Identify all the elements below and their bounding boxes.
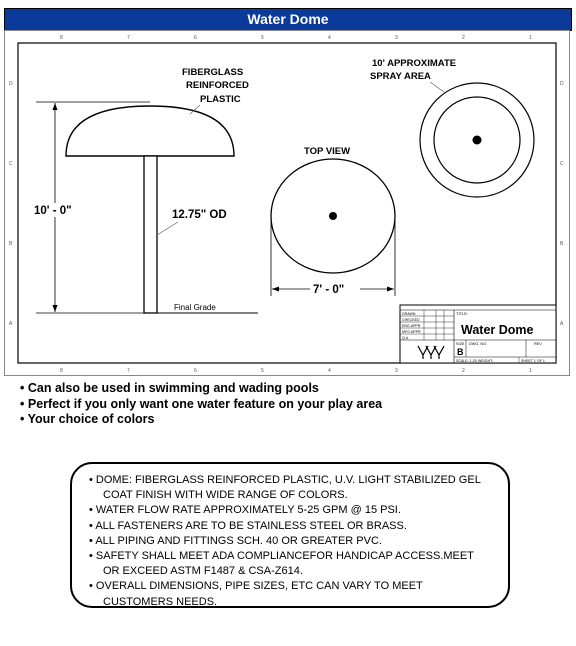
spec-item: • WATER FLOW RATE APPROXIMATELY 5-25 GPM @ 15 PSI. [89, 504, 401, 517]
title-block-row-qa: Q.A. [402, 336, 410, 340]
dome-label-line-3: PLASTIC [200, 94, 241, 105]
dome-label-line-2: REINFORCED [186, 80, 249, 91]
spec-item: • DOME: FIBERGLASS REINFORCED PLASTIC, U.V. LIGHT STABILIZED GEL COAT FINISH WITH WIDE RANGE OF COLORS. [89, 474, 481, 502]
feature-item: • Perfect if you only want one water feature on your play area [20, 396, 383, 411]
zone-row-left-d: D [9, 81, 13, 87]
zone-row-left-a: A [9, 321, 13, 327]
spec-item: • ALL FASTENERS ARE TO BE STAINLESS STEEL OR BRASS. [89, 519, 407, 532]
zone-col-top-3: 3 [395, 35, 398, 41]
zone-col-top-5: 5 [261, 35, 264, 41]
title-block-title: Water Dome [461, 323, 534, 337]
technical-drawing [4, 30, 570, 376]
zone-col-top-1: 1 [529, 35, 532, 41]
spray-center-dot [473, 136, 482, 145]
title-block-row-drawn: DRAWN [402, 312, 416, 316]
title-block-row-mfg: MFG APPR [402, 330, 421, 334]
spec-item: • SAFETY SHALL MEET ADA COMPLIANCEFOR HANDICAP ACCESS.MEET OR EXCEED ASTM F1487 & CSA-Z614. [89, 550, 474, 578]
feature-item: • Can also be used in swimming and wading pools [20, 381, 319, 395]
spray-area-label-line-1: 10' APPROXIMATE [372, 58, 457, 69]
pipe-od-label: 12.75" OD [172, 209, 227, 221]
zone-col-bottom-1: 1 [529, 368, 532, 374]
page-title: Water Dome [4, 8, 572, 31]
zone-col-bottom-4: 4 [328, 368, 331, 374]
feature-text: Your choice of colors [27, 412, 155, 426]
zone-col-bottom-5: 5 [261, 368, 264, 374]
zone-col-top-4: 4 [328, 35, 331, 41]
zone-col-top-6: 6 [194, 35, 197, 41]
title-block-scale: SCALE: 1:20 [456, 359, 477, 363]
feature-list [20, 381, 560, 428]
zone-row-left-c: C [9, 161, 13, 167]
width-dimension-label: 7' - 0" [313, 284, 345, 296]
zone-col-bottom-8: 8 [60, 368, 63, 374]
title-block-size: B [457, 347, 464, 357]
zone-row-right-d: D [560, 81, 564, 87]
feature-text: Can also be used in swimming and wading pools [27, 381, 319, 395]
title-block [400, 305, 556, 363]
final-grade-label: Final Grade [174, 303, 216, 312]
top-view-label: TOP VIEW [304, 146, 351, 157]
zone-col-bottom-6: 6 [194, 368, 197, 374]
zone-col-bottom-7: 7 [127, 368, 130, 374]
height-dimension-label: 10' - 0" [34, 205, 72, 217]
spec-item: • OVERALL DIMENSIONS, PIPE SIZES, ETC CAN VARY TO MEET CUSTOMERS NEEDS. [89, 580, 423, 608]
dome-label-line-1: FIBERGLASS [182, 67, 244, 78]
zone-col-bottom-3: 3 [395, 368, 398, 374]
support-pipe [144, 156, 157, 313]
zone-row-left-b: B [9, 241, 13, 247]
zone-row-right-b: B [560, 241, 564, 247]
zone-col-top-8: 8 [60, 35, 63, 41]
zone-col-top-7: 7 [127, 35, 130, 41]
zone-row-right-c: C [560, 161, 564, 167]
spec-item: • ALL PIPING AND FITTINGS SCH. 40 OR GREATER PVC. [89, 534, 382, 547]
title-block-size-tag: SIZE [456, 342, 465, 346]
spray-area-label-line-2: SPRAY AREA [370, 71, 431, 82]
title-block-rev-tag: REV [534, 342, 542, 346]
zone-col-bottom-2: 2 [462, 368, 465, 374]
feature-text: Perfect if you only want one water feature on your play area [27, 396, 383, 411]
zone-row-right-a: A [560, 321, 564, 327]
top-view-center-dot [329, 212, 337, 220]
title-block-title-tag: TITLE: [456, 311, 469, 316]
title-block-row-checked: CHECKED [402, 318, 420, 322]
title-block-weight: WEIGHT: [478, 359, 493, 363]
zone-col-top-2: 2 [462, 35, 465, 41]
title-block-row-eng: ENG APPR [402, 324, 421, 328]
title-block-dwg-tag: DWG. NO. [469, 342, 488, 346]
feature-item: • Your choice of colors [20, 412, 155, 426]
specifications-box [70, 462, 510, 608]
title-block-sheet: SHEET 1 OF 1 [521, 359, 545, 363]
